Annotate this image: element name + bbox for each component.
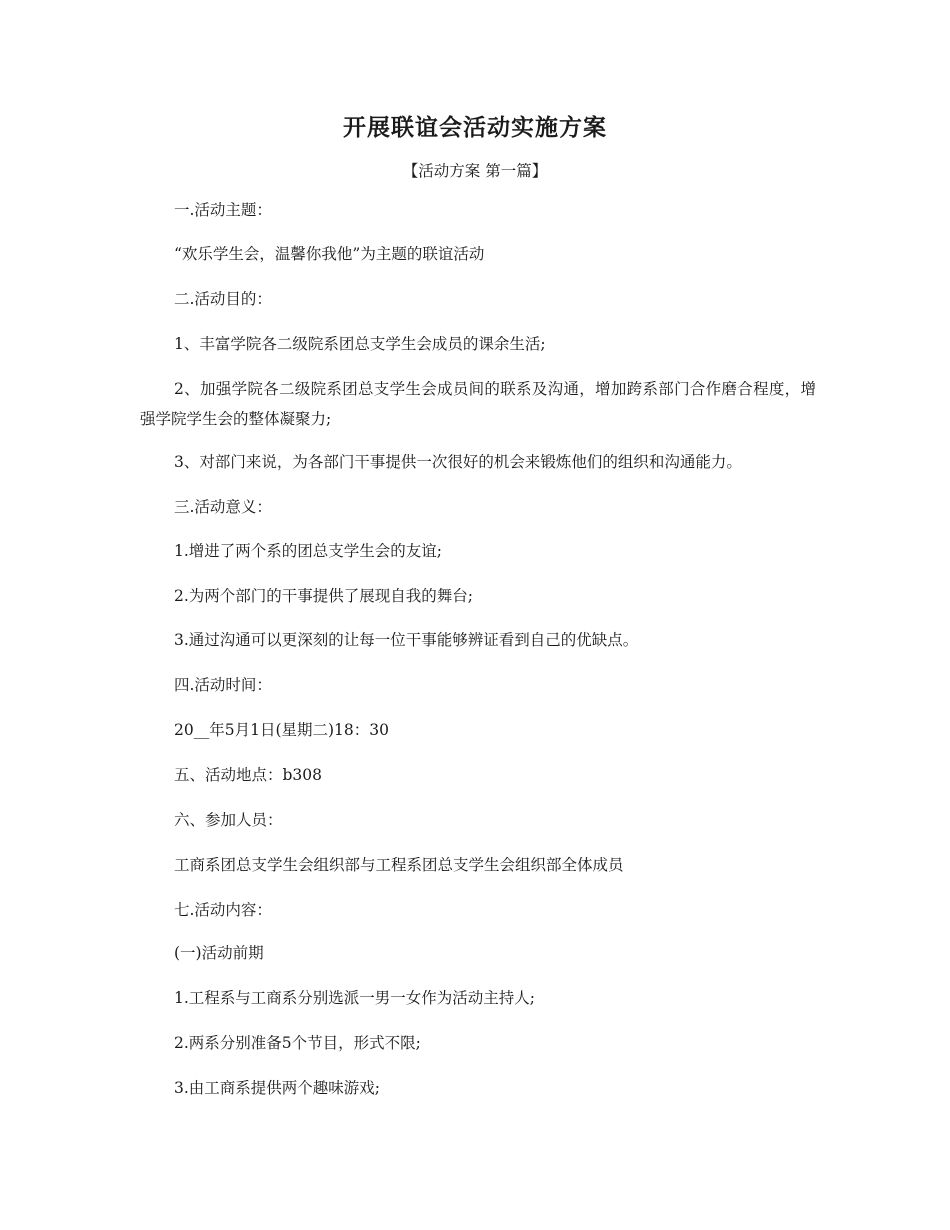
purpose-item-1: 1、丰富学院各二级院系团总支学生会成员的课余生活; bbox=[174, 335, 546, 353]
content-subheading-pre: (一)活动前期 bbox=[174, 944, 264, 962]
document-subtitle: 【活动方案 第一篇】 bbox=[402, 162, 548, 180]
section-heading-theme: 一.活动主题： bbox=[174, 201, 272, 219]
content-item-2: 2.两系分别准备5个节目，形式不限; bbox=[174, 1034, 421, 1052]
participants-text: 工商系团总支学生会组织部与工程系团总支学生会组织部全体成员 bbox=[174, 856, 624, 874]
section-heading-location: 五、活动地点：b308 bbox=[174, 766, 323, 784]
significance-item-3: 3.通过沟通可以更深刻的让每一位干事能够辨证看到自己的优缺点。 bbox=[174, 631, 639, 649]
section-heading-time: 四.活动时间： bbox=[174, 676, 272, 694]
section-heading-purpose: 二.活动目的： bbox=[174, 290, 272, 308]
section-heading-content: 七.活动内容： bbox=[174, 901, 272, 919]
section-heading-participants: 六、参加人员： bbox=[174, 811, 283, 829]
theme-text: “欢乐学生会，温馨你我他”为主题的联谊活动 bbox=[174, 245, 485, 263]
content-item-1: 1.工程系与工商系分别选派一男一女作为活动主持人; bbox=[174, 989, 536, 1007]
significance-item-2: 2.为两个部门的干事提供了展现自我的舞台; bbox=[174, 587, 474, 605]
significance-item-1: 1.增进了两个系的团总支学生会的友谊; bbox=[174, 542, 443, 560]
section-heading-significance: 三.活动意义： bbox=[174, 498, 272, 516]
content-item-3: 3.由工商系提供两个趣味游戏; bbox=[174, 1079, 381, 1097]
document-title: 开展联谊会活动实施方案 bbox=[343, 114, 607, 141]
purpose-item-2: 2、加强学院各二级院系团总支学生会成员间的联系及沟通，增加跨系部门合作磨合程度，增强学院学生会的整体凝聚力; bbox=[140, 380, 816, 428]
time-text: 20__年5月1日(星期二)18：30 bbox=[174, 721, 389, 739]
purpose-item-3: 3、对部门来说，为各部门干事提供一次很好的机会来锻炼他们的组织和沟通能力。 bbox=[174, 453, 742, 471]
